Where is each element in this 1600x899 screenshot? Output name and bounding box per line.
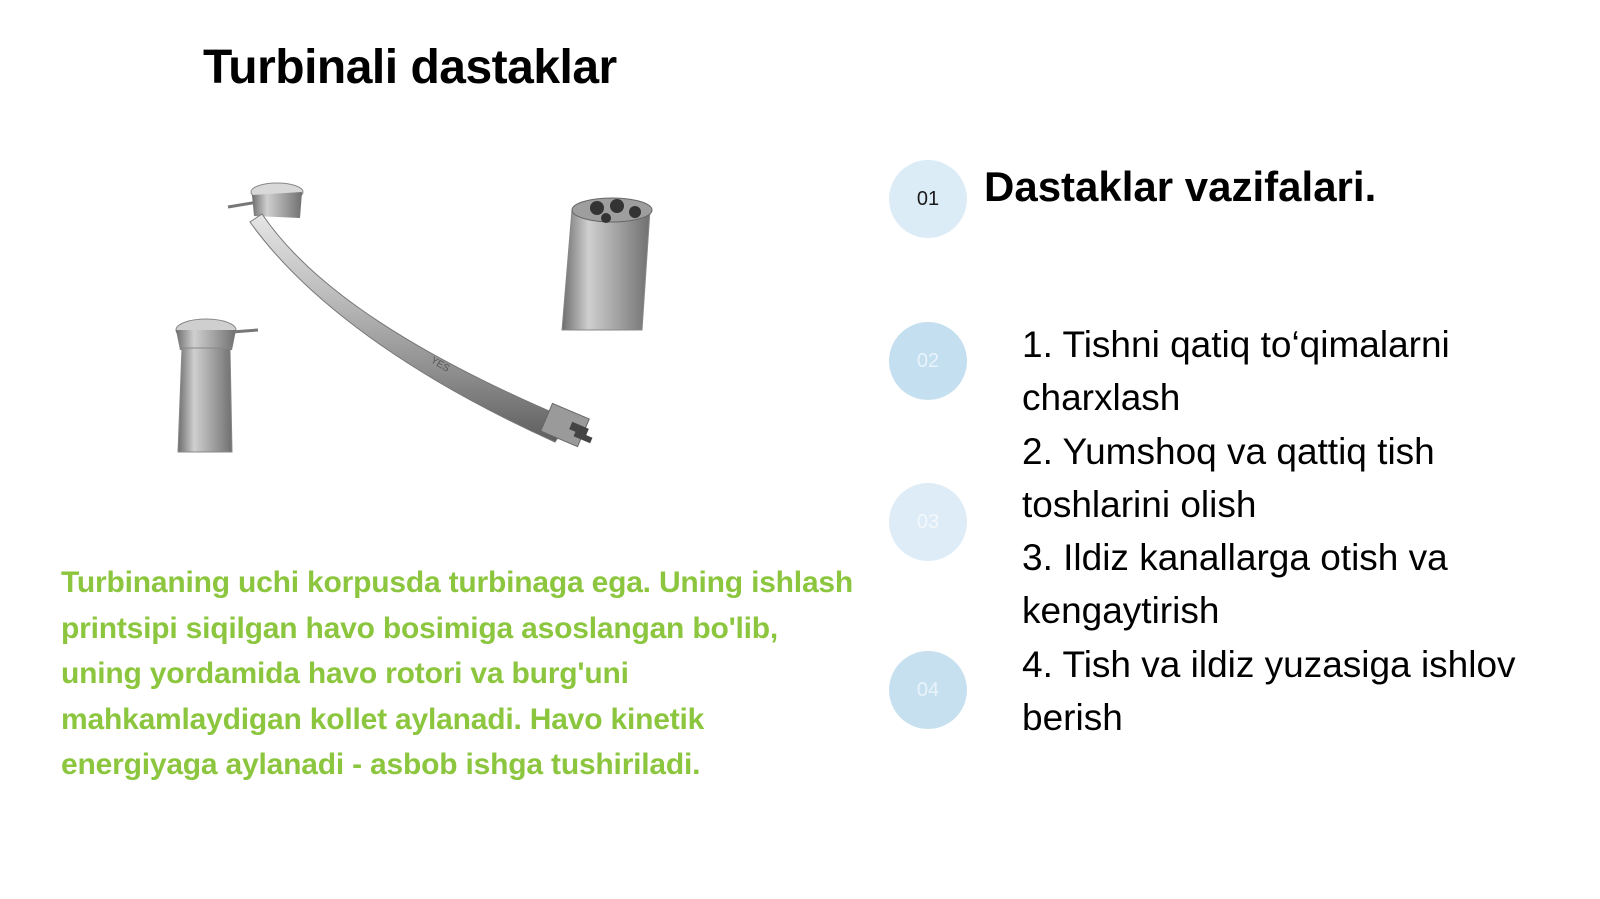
task-item: 1. Tishni qatiq to‘qimalarni charxlash xyxy=(1022,324,1450,419)
contra-angle-handpiece xyxy=(176,319,258,452)
description-text: Turbinaning uchi korpusda turbinaga ega. Uning ishlash printsipi siqilgan havo bosimiga asoslangan bo'lib, uning yordamida havo rotori va burg'uni mahkamlaydigan kollet aylanadi. Havo kinetik energiyaga aylanadi - asbob ishga tushiriladi. xyxy=(61,566,854,781)
step-badge-02: 02 xyxy=(889,322,967,400)
coupling-connector xyxy=(562,198,652,330)
step-badge-04: 04 xyxy=(889,651,967,729)
slide-title: Turbinali dastaklar xyxy=(203,41,617,94)
task-item: 2. Yumshoq va qattiq tish toshlarini olish xyxy=(1022,430,1435,525)
task-item: 3. Ildiz kanallarga otish va kengaytirish xyxy=(1022,537,1448,632)
step-badge-01: 01 xyxy=(889,160,967,238)
step-badge-03: 03 xyxy=(889,483,967,561)
tasks-heading: Dastaklar vazifalari. xyxy=(984,163,1377,210)
tasks-list xyxy=(1022,318,1582,744)
svg-text:YES: YES xyxy=(428,355,452,375)
task-item: 4. Tish va ildiz yuzasiga ishlov berish xyxy=(1022,643,1516,739)
turbine-handpiece xyxy=(228,183,592,447)
dental-handpieces-image xyxy=(150,170,690,470)
